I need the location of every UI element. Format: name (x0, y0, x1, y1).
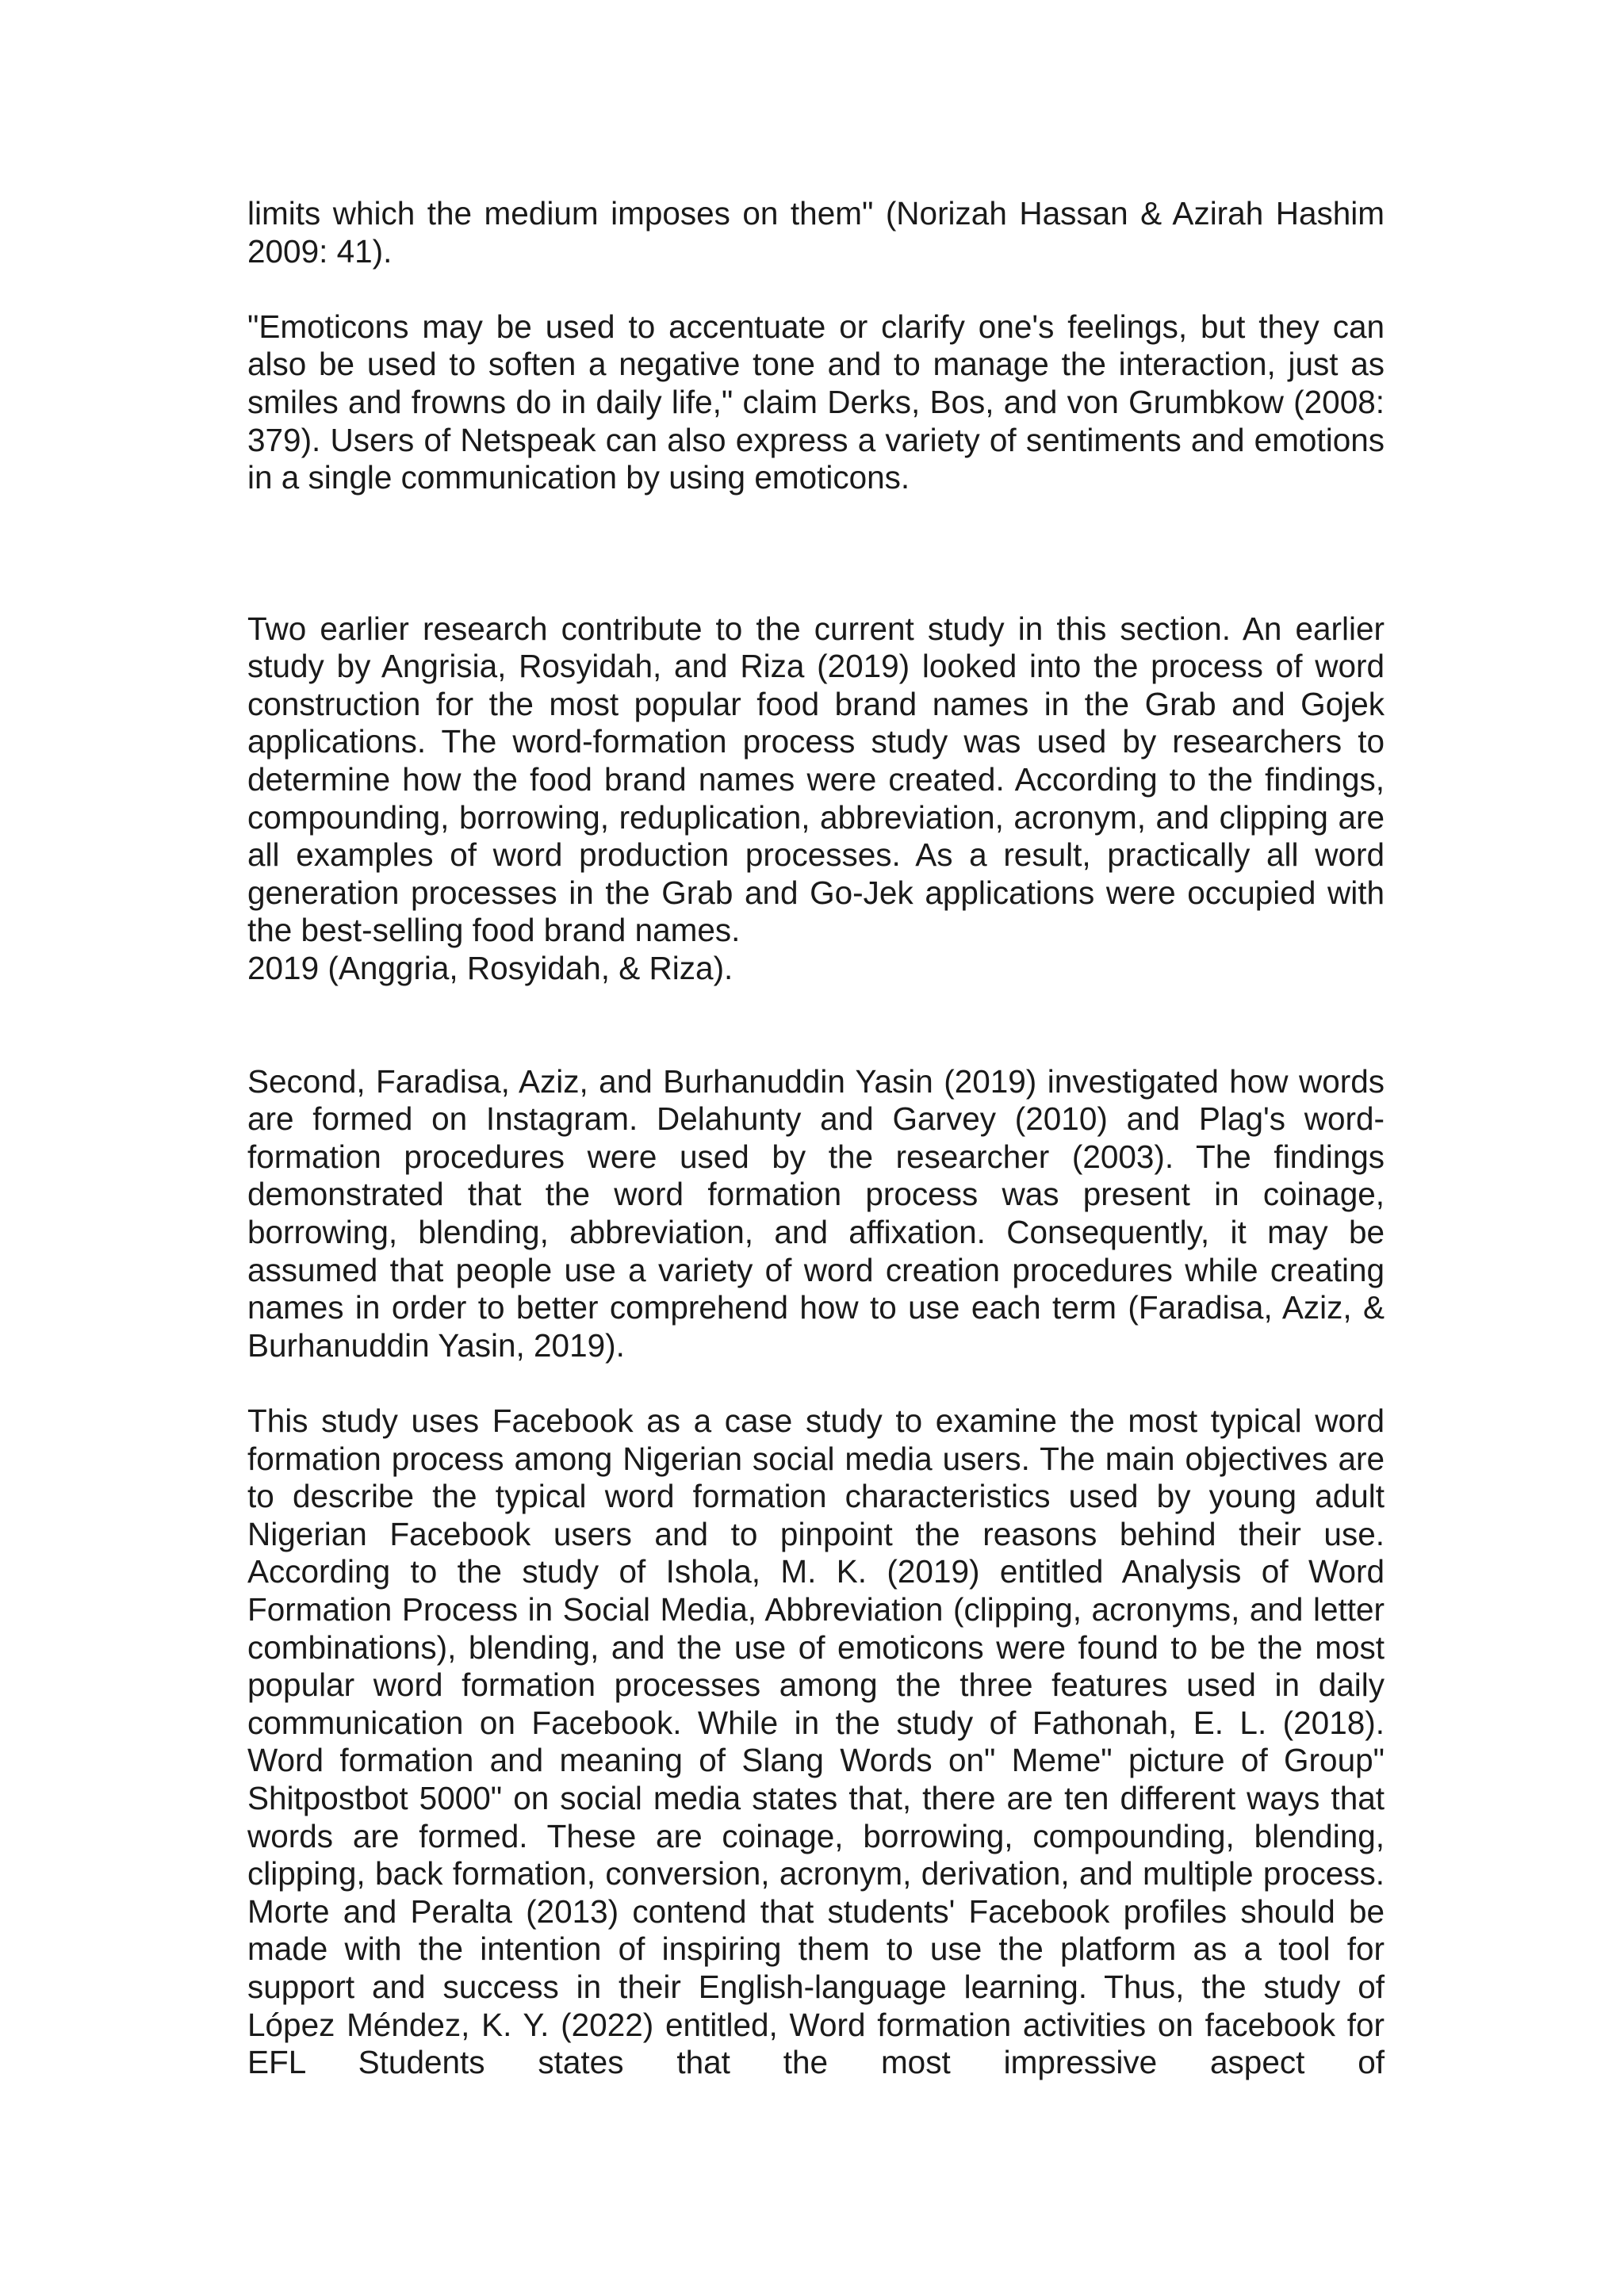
paragraph-emoticons: "Emoticons may be used to accentuate or clarify one's feelings, but they can also be used to soften a negative tone and to manage the interaction, just as smiles and frowns do in daily life," claim Derks, Bos, and von Grumbkow (2008: 379). Users of Netspeak can also express a variety of sentiments and emotions in a single communication by using emoticons. (247, 308, 1385, 496)
paragraph-facebook-study: This study uses Facebook as a case study to examine the most typical word formation process among Nigerian social media users. The main objectives are to describe the typical word formation characteristics used by young adult Nigerian Facebook users and to pinpoint the reasons behind their use. According to the study of Ishola, M. K. (2019) entitled Analysis of Word Formation Process in Social Media, Abbreviation (clipping, acronyms, and letter combinations), blending, and the use of emoticons were found to be the most popular word formation processes among the three features used in daily communication on Facebook. While in the study of Fathonah, E. L. (2018). Word formation and meaning of Slang Words on" Meme" picture of Group" Shitpostbot 5000" on social media states that, there are ten different ways that words are formed. These are coinage, borrowing, compounding, blending, clipping, back formation, conversion, acronym, derivation, and multiple process. Morte and Peralta (2013) contend that students' Facebook profiles should be made with the intention of inspiring them to use the platform as a tool for support and success in their English-language learning. Thus, the study of López Méndez, K. Y. (2022) entitled, Word formation activities on facebook for EFL Students states that the most impressive aspect of (247, 1402, 1385, 2081)
paragraph-gap (247, 270, 1385, 308)
paragraph-gap (247, 1364, 1385, 1402)
paragraph-earlier-research: Two earlier research contribute to the current study in this section. An earlier study by Angrisia, Rosyidah, and Riza (2019) looked into the process of word construction for the most popular food brand names in the Grab and Gojek applications. The word-formation process study was used by researchers to determine how the food brand names were created. According to the findings, compounding, borrowing, reduplication, abbreviation, acronym, and clipping are all examples of word production processes. As a result, practically all word generation processes in the Grab and Go-Jek applications were occupied with the best-selling food brand names. (247, 610, 1385, 949)
section-gap (247, 497, 1385, 610)
section-gap (247, 987, 1385, 1062)
paragraph-second-study: Second, Faradisa, Aziz, and Burhanuddin Yasin (2019) investigated how words are formed on Instagram. Delahunty and Garvey (2010) and Plag's word-formation procedures were used by the researcher (2003). The findings demonstrated that the word formation process was present in coinage, borrowing, blending, abbreviation, and affixation. Consequently, it may be assumed that people use a variety of word creation procedures while creating names in order to better comprehend how to use each term (Faradisa, Aziz, & Burhanuddin Yasin, 2019). (247, 1062, 1385, 1364)
paragraph-quote-continuation: limits which the medium imposes on them" (Norizah Hassan & Azirah Hashim 2009: 41). (247, 195, 1385, 270)
text-column (247, 195, 1385, 2082)
paragraph-citation: 2019 (Anggria, Rosyidah, & Riza). (247, 949, 733, 986)
